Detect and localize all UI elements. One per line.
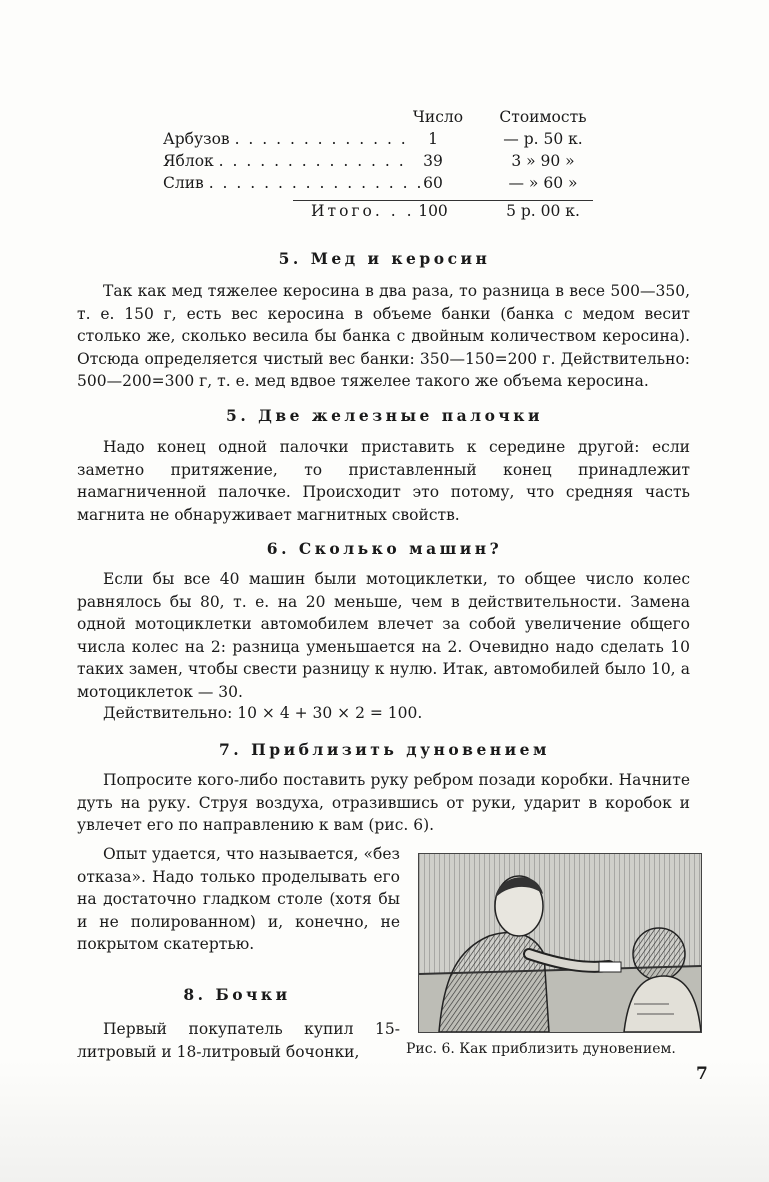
row-dots: . . . . . . . . . . . . . bbox=[234, 130, 408, 148]
header-count: Число bbox=[412, 108, 464, 126]
section-heading: 5. Две железные палочки bbox=[226, 406, 543, 425]
table-row bbox=[163, 128, 593, 150]
paragraph: Первый покупатель купил 15-литровый и 18-литровый бочонки, bbox=[77, 1020, 400, 1061]
header-cost: Стоимость bbox=[499, 108, 587, 126]
row-dots: . . . . . . . . . . . . . . bbox=[218, 152, 406, 170]
paragraph: Опыт удается, что называется, «без отказа». Надо только проделывать его на достаточно гладком столе (хотя бы и не полированном) и, конечно, не покрытом скатертью. bbox=[77, 845, 400, 953]
table-header bbox=[163, 106, 593, 128]
table-total bbox=[163, 200, 593, 222]
row-cost: — р. 50 к. bbox=[503, 130, 583, 148]
table-row bbox=[163, 172, 593, 194]
figure-illustration bbox=[418, 853, 702, 1033]
total-cost: 5 р. 00 к. bbox=[506, 202, 580, 220]
row-count: 1 bbox=[428, 130, 438, 148]
paragraph: Действительно: 10 × 4 + 30 × 2 = 100. bbox=[103, 704, 423, 722]
paragraph: Попросите кого-либо поставить руку ребром позади коробки. Начните дуть на руку. Струя воздуха, отразившись от руки, ударит в коробок и увлечет его по направлению к вам (рис. 6). bbox=[77, 771, 690, 834]
row-dots: . . . . . . . . . . . . . . . . bbox=[208, 174, 424, 192]
section-heading: 6. Сколько машин? bbox=[266, 539, 503, 558]
page-number: 7 bbox=[696, 1064, 708, 1084]
paragraph: Так как мед тяжелее керосина в два раза, то разница в весе 500—350, т. е. 150 г, есть вес керосина в объеме банки (банка с медом весит столько же, сколько весила бы банка с двойным количеством керосина). Отсюда определяется чистый вес банки: 350—150=200 г. Действительно: 500—200=300 г, т. е. мед вдвое тяжелее такого же объема керосина. bbox=[77, 282, 690, 390]
row-name: Арбузов bbox=[163, 130, 230, 148]
row-count: 60 bbox=[423, 174, 443, 192]
total-label: Итого. . . bbox=[311, 202, 415, 220]
table-row bbox=[163, 150, 593, 172]
page-shadow bbox=[0, 1060, 769, 1182]
section-heading: 7. Приблизить дуновением bbox=[219, 740, 550, 759]
row-cost: — » 60 » bbox=[508, 174, 578, 192]
row-name: Яблок bbox=[163, 152, 214, 170]
row-cost: 3 » 90 » bbox=[511, 152, 575, 170]
section-heading: 8. Бочки bbox=[183, 985, 291, 1004]
paragraph: Надо конец одной палочки приставить к середине другой: если заметно притяжение, то приставленный конец принадлежит намагниченной палочке. Происходит это потому, что средняя часть магнита не обнаруживает магнитных свойств. bbox=[77, 438, 690, 524]
paragraph: Если бы все 40 машин были мотоциклетки, то общее число колес равнялось бы 80, т. е. на 20 меньше, чем в действительности. Замена одной мотоциклетки автомобилем влечет за собой увеличение общего числа колес на 2: разница уменьшается на 2. Очевидно надо сделать 10 таких замен, чтобы свести разницу к нулю. Итак, автомобилей было 10, а мотоциклеток — 30. bbox=[77, 570, 690, 701]
fruit-table bbox=[163, 106, 593, 222]
boy-blowing-illustration bbox=[419, 854, 701, 1032]
figure-caption: Рис. 6. Как приблизить дуновением. bbox=[406, 1041, 676, 1057]
section-heading: 5. Мед и керосин bbox=[278, 249, 491, 268]
row-count: 39 bbox=[423, 152, 443, 170]
total-count: 100 bbox=[418, 202, 448, 220]
row-name: Слив bbox=[163, 174, 204, 192]
